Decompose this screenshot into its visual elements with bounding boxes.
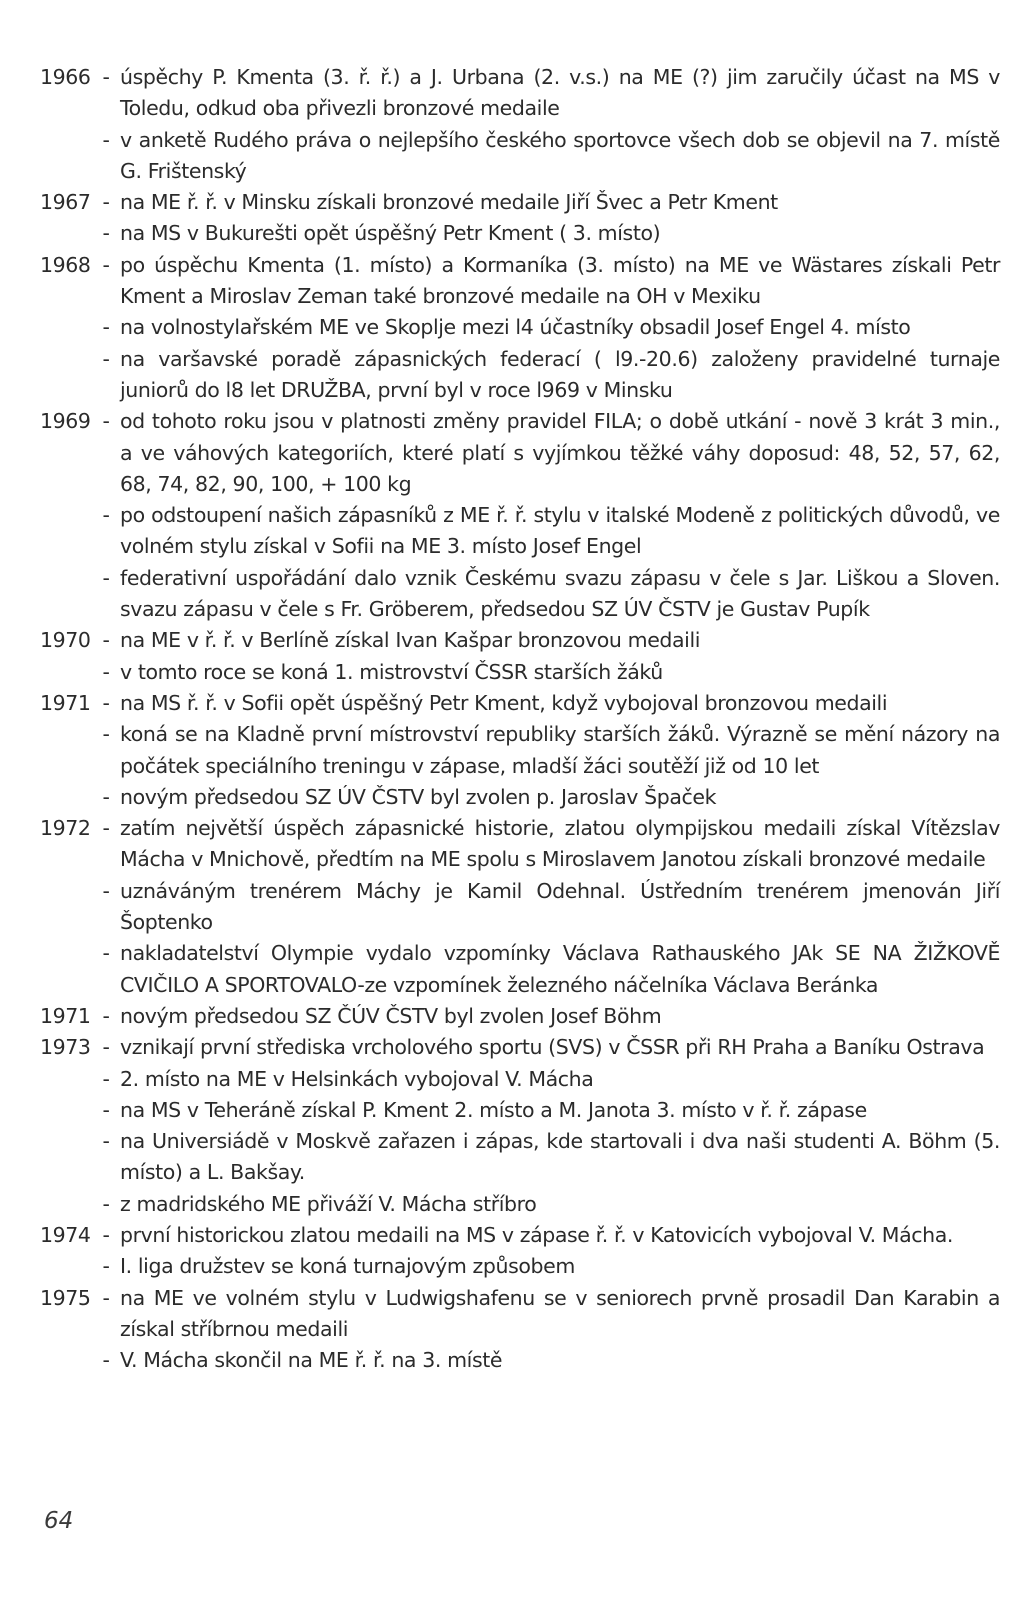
chronology-entry bbox=[40, 1283, 1000, 1346]
entry-text: na ME ř. ř. v Minsku získali bronzové medaile Jiří Švec a Petr Kment bbox=[120, 190, 778, 215]
entry-dash: - bbox=[102, 1035, 110, 1060]
chronology-entry bbox=[40, 250, 1000, 313]
chronology-entry bbox=[40, 1064, 1000, 1095]
chronology-entry bbox=[40, 688, 1000, 719]
entry-dash: - bbox=[102, 1003, 110, 1028]
entry-year: 1971 bbox=[40, 1003, 91, 1028]
entry-dash: - bbox=[102, 1285, 110, 1310]
entry-text: koná se na Kladně první místrovství republiky starších žáků. Výrazně se mění názory na počátek speciálního treningu v zápase, mladší žáci soutěží již od 10 let bbox=[120, 722, 1000, 778]
entry-dash: - bbox=[102, 1348, 110, 1373]
entry-year: 1974 bbox=[40, 1222, 91, 1247]
entry-year: 1973 bbox=[40, 1035, 91, 1060]
entry-text: nakladatelství Olympie vydalo vzpomínky Václava Rathauského JAk SE NA ŽIŽKOVĚ CVIČILO A SPORTOVALO-ze vzpomínek železného náčelníka Václava Beránka bbox=[120, 941, 1000, 997]
chronology-entry bbox=[40, 344, 1000, 407]
entry-dash: - bbox=[102, 816, 110, 841]
entry-text: na Universiádě v Moskvě zařazen i zápas, kde startovali i dva naši studenti A. Böhm (5. místo) a L. Bakšay. bbox=[120, 1129, 1000, 1185]
entry-text: v tomto roce se koná 1. mistrovství ČSSR starších žáků bbox=[120, 659, 663, 684]
chronology-entry bbox=[40, 1095, 1000, 1126]
entry-year: 1970 bbox=[40, 628, 91, 653]
entry-dash: - bbox=[102, 784, 110, 809]
chronology-entry bbox=[40, 938, 1000, 1001]
entry-text: na varšavské poradě zápasnických federací ( l9.-20.6) založeny pravidelné turnaje juniorů do l8 let DRUŽBA, první byl v roce l969 v Minsku bbox=[120, 346, 1000, 402]
entry-year: 1972 bbox=[40, 816, 91, 841]
entry-text: po odstoupení našich zápasníků z ME ř. ř. stylu v italské Modeně z politických důvodů, ve volném stylu získal v Sofii na ME 3. místo Josef Engel bbox=[120, 503, 1000, 559]
entry-dash: - bbox=[102, 941, 110, 966]
page-number: 64 bbox=[44, 1508, 74, 1534]
chronology-entry bbox=[40, 563, 1000, 626]
chronology-entry bbox=[40, 406, 1000, 500]
entry-text: úspěchy P. Kmenta (3. ř. ř.) a J. Urbana (2. v.s.) na ME (?) jim zaručily účast na MS v Toledu, odkud oba přivezli bronzové medaile bbox=[120, 65, 1000, 121]
entry-dash: - bbox=[102, 315, 110, 340]
entry-year: 1968 bbox=[40, 252, 91, 277]
entry-text: na ME v ř. ř. v Berlíně získal Ivan Kašpar bronzovou medaili bbox=[120, 628, 701, 653]
chronology-entry bbox=[40, 218, 1000, 249]
chronology-entry bbox=[40, 719, 1000, 782]
chronology-entry bbox=[40, 1220, 1000, 1251]
chronology-entry bbox=[40, 813, 1000, 876]
entry-text: federativní uspořádání dalo vznik Českému svazu zápasu v čele s Jar. Liškou a Sloven. svazu zápasu v čele s Fr. Gröberem, předsedou SZ ÚV ČSTV je Gustav Pupík bbox=[120, 565, 1000, 622]
entry-year: 1966 bbox=[40, 65, 91, 89]
chronology-entry bbox=[40, 1001, 1000, 1032]
entry-text: od tohoto roku jsou v platnosti změny pravidel FILA; o době utkání - nově 3 krát 3 min., a ve váhových kategoriích, které platí s vyjímkou těžké váhy doposud: 48, 52, 57, 62, 68, 74, 82, 90, 100, + 100 kg bbox=[120, 409, 1000, 496]
entry-text: z madridského ME přiváží V. Mácha stříbro bbox=[120, 1191, 537, 1216]
entry-dash: - bbox=[102, 565, 110, 590]
entry-text: první historickou zlatou medaili na MS v zápase ř. ř. v Katovicích vybojoval V. Mácha. bbox=[120, 1222, 953, 1247]
entry-year: 1971 bbox=[40, 690, 91, 715]
entry-year: 1967 bbox=[40, 190, 91, 215]
entry-dash: - bbox=[102, 1066, 110, 1091]
entry-text: uznáváným trenérem Máchy je Kamil Odehnal. Ústředním trenérem jmenován Jiří Šoptenko bbox=[120, 878, 1000, 935]
entry-text: na MS v Teheráně získal P. Kment 2. místo a M. Janota 3. místo v ř. ř. zápase bbox=[120, 1097, 867, 1122]
entry-text: na MS v Bukurešti opět úspěšný Petr Kment ( 3. místo) bbox=[120, 221, 661, 246]
entry-dash: - bbox=[102, 628, 110, 653]
entry-text: zatím největší úspěch zápasnické historie, zlatou olympijskou medaili získal Vítězslav Mácha v Mnichově, předtím na ME spolu s Miroslavem Janotou získali bronzové medaile bbox=[120, 816, 1000, 872]
entry-text: po úspěchu Kmenta (1. místo) a Kormaníka (3. místo) na ME ve Wästares získali Petr Kment a Miroslav Zeman také bronzové medaile na OH v Mexiku bbox=[120, 252, 1000, 309]
entry-dash: - bbox=[102, 503, 110, 528]
entry-dash: - bbox=[102, 878, 110, 903]
entry-dash: - bbox=[102, 690, 110, 715]
entry-dash: - bbox=[102, 1129, 110, 1154]
entry-dash: - bbox=[102, 659, 110, 684]
chronology-entry bbox=[40, 1032, 1000, 1063]
entry-text: novým předsedou SZ ČÚV ČSTV byl zvolen Josef Böhm bbox=[120, 1003, 662, 1028]
chronology-entry bbox=[40, 657, 1000, 688]
entry-dash: - bbox=[102, 190, 110, 215]
chronology-list bbox=[40, 62, 1000, 1376]
entry-dash: - bbox=[102, 221, 110, 246]
entry-dash: - bbox=[102, 1222, 110, 1247]
entry-dash: - bbox=[102, 1097, 110, 1122]
entry-dash: - bbox=[102, 65, 110, 89]
entry-dash: - bbox=[102, 409, 110, 434]
entry-dash: - bbox=[102, 722, 110, 747]
entry-dash: - bbox=[102, 127, 110, 152]
entry-year: 1975 bbox=[40, 1285, 91, 1310]
entry-text: V. Mácha skončil na ME ř. ř. na 3. místě bbox=[120, 1348, 503, 1373]
chronology-entry bbox=[40, 187, 1000, 218]
chronology-entry bbox=[40, 1126, 1000, 1189]
entry-text: na MS ř. ř. v Sofii opět úspěšný Petr Kment, když vybojoval bronzovou medaili bbox=[120, 690, 888, 715]
chronology-entry bbox=[40, 312, 1000, 343]
entry-text: I. liga družstev se koná turnajovým způsobem bbox=[120, 1254, 575, 1279]
chronology-entry bbox=[40, 1251, 1000, 1282]
chronology-entry bbox=[40, 1189, 1000, 1220]
chronology-entry bbox=[40, 1345, 1000, 1376]
chronology-entry bbox=[40, 782, 1000, 813]
entry-text: na volnostylařském ME ve Skoplje mezi l4 účastníky obsadil Josef Engel 4. místo bbox=[120, 315, 911, 340]
entry-year: 1969 bbox=[40, 409, 91, 434]
entry-text: novým předsedou SZ ÚV ČSTV byl zvolen p. Jaroslav Špaček bbox=[120, 784, 717, 809]
entry-dash: - bbox=[102, 346, 110, 371]
chronology-entry bbox=[40, 625, 1000, 656]
entry-text: 2. místo na ME v Helsinkách vybojoval V. Mácha bbox=[120, 1066, 594, 1091]
entry-text: vznikají první střediska vrcholového sportu (SVS) v ČSSR při RH Praha a Baníku Ostrava bbox=[120, 1035, 985, 1060]
chronology-entry bbox=[40, 125, 1000, 188]
chronology-entry bbox=[40, 500, 1000, 563]
entry-dash: - bbox=[102, 1191, 110, 1216]
entry-text: v anketě Rudého práva o nejlepšího českého sportovce všech dob se objevil na 7. místě G. Frištenský bbox=[120, 127, 1000, 183]
entry-dash: - bbox=[102, 1254, 110, 1279]
entry-dash: - bbox=[102, 252, 110, 277]
entry-text: na ME ve volném stylu v Ludwigshafenu se v seniorech prvně prosadil Dan Karabin a získal stříbrnou medaili bbox=[120, 1285, 1000, 1341]
chronology-entry bbox=[40, 62, 1000, 125]
chronology-entry bbox=[40, 876, 1000, 939]
